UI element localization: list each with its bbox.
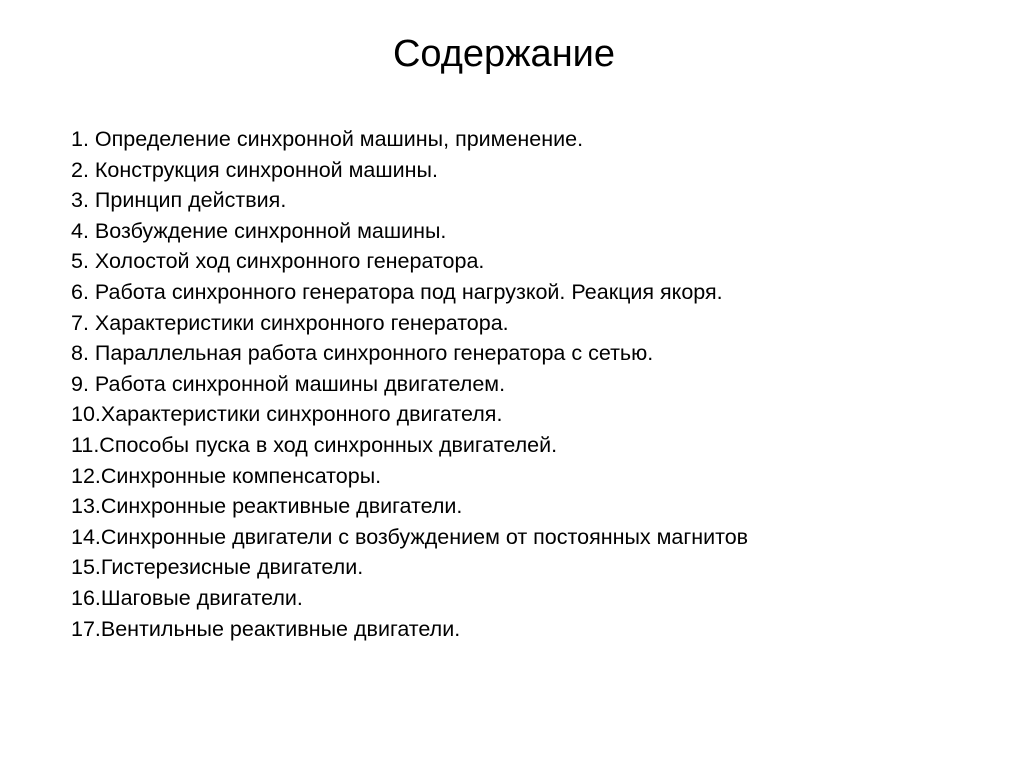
toc-item-12: 12.Синхронные компенсаторы. (71, 463, 382, 488)
toc-item-6: 6. Работа синхронного генератора под нагрузкой. Реакция якоря. (71, 279, 723, 304)
toc-item-17: 17.Вентильные реактивные двигатели. (71, 616, 461, 641)
toc-item-2: 2. Конструкция синхронной машины. (71, 157, 438, 182)
toc-item-15: 15.Гистерезисные двигатели. (71, 555, 364, 580)
toc-item-5: 5. Холостой ход синхронного генератора. (71, 249, 485, 274)
toc-item-10: 10.Характеристики синхронного двигателя. (71, 402, 503, 427)
toc-item-1: 1. Определение синхронной машины, применение. (71, 127, 584, 151)
toc-item-14: 14.Синхронные двигатели с возбуждением от постоянных магнитов (71, 524, 749, 549)
slide-title: Содержание (392, 33, 616, 75)
toc-item-4: 4. Возбуждение синхронной машины. (71, 218, 447, 243)
toc-item-11: 11.Способы пуска в ход синхронных двигателей. (71, 432, 558, 457)
toc-item-7: 7. Характеристики синхронного генератора. (71, 310, 509, 335)
toc-item-13: 13.Синхронные реактивные двигатели. (71, 494, 463, 519)
table-of-contents (71, 124, 748, 644)
toc-item-16: 16.Шаговые двигатели. (71, 585, 303, 610)
toc-item-8: 8. Параллельная работа синхронного генератора с сетью. (71, 341, 654, 366)
toc-item-9: 9. Работа синхронной машины двигателем. (71, 371, 506, 396)
toc-item-3: 3. Принцип действия. (71, 188, 287, 213)
